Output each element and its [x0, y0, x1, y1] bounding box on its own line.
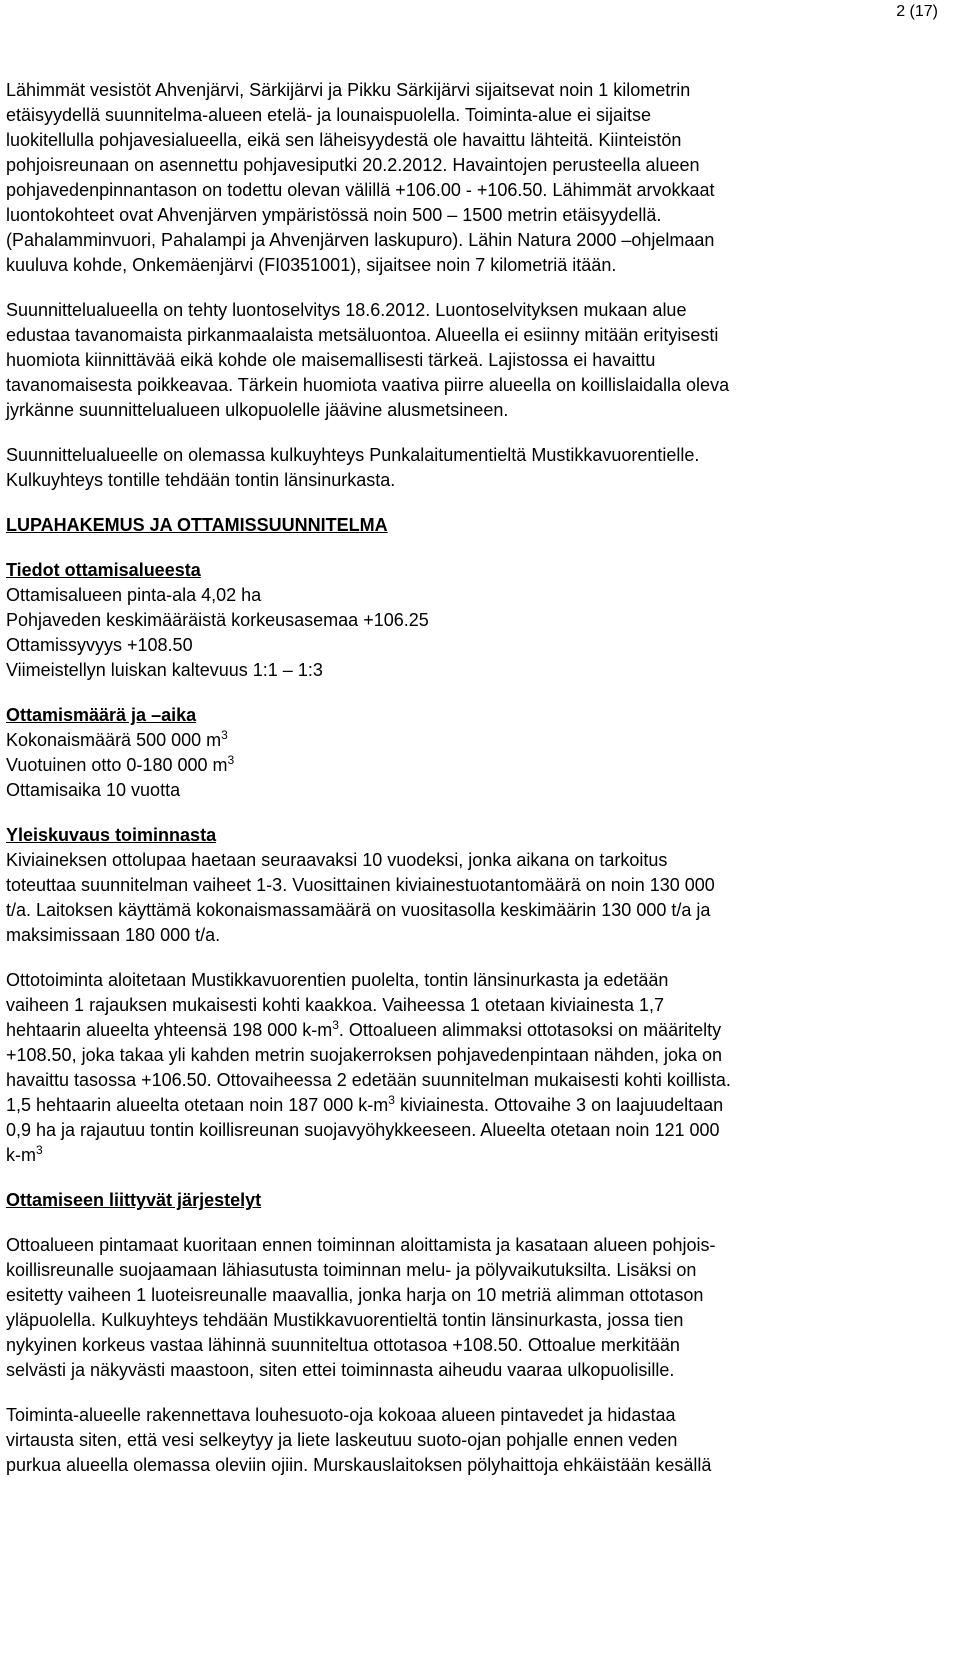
duration-line: Ottamisaika 10 vuotta: [6, 780, 181, 800]
superscript-3: 3: [227, 753, 235, 767]
extraction-text-3: kiviainesta. Ottovaihe 3 on laajuudeltaan 0,9 ha ja rajautuu tontin koillisreunan suojavyöhykkeeseen. Alueelta otetaan noin 121 000 k-m: [6, 1095, 724, 1165]
superscript-3: 3: [36, 1143, 43, 1157]
paragraph-extraction: [6, 968, 950, 1168]
section-overview: [6, 823, 950, 948]
superscript-3: 3: [221, 728, 228, 742]
section-area-info: [6, 558, 950, 683]
section-amount-time: [6, 703, 950, 803]
paragraph-nature-survey: Suunnittelualueella on tehty luontoselvitys 18.6.2012. Luontoselvityksen mukaan alue edustaa tavanomaista pirkanmaalaista metsäluontoa. Alueella ei esiinny mitään erityisesti huomiota kiinnittävää eikä kohde ole maisemallisesti tärkeä. Lajistossa ei havaittu tavanomaisesta poikkeavaa. Tärkein huomiota vaativa piirre alueella on koillislaidalla oleva jyrkänne suunnittelualueen ulkopuolelle jäävine alusmetsineen.: [6, 300, 730, 420]
extraction-text-2: . Ottoalueen alimmaksi ottotasoksi on määritelty +108.50, joka takaa yli kahden metrin suojakerroksen pohjavedenpintaan nähden, joka on havaittu tasossa +106.50. Ottovaiheessa 2 edetään suunnitelman mukaisesti kohti koillista. 1,5 hehtaarin alueelta otetaan noin 187 000 k-m: [6, 1020, 731, 1115]
total-amount-text: Kokonaismäärä 500 000 m: [6, 730, 222, 750]
slope-line: Viimeistellyn luiskan kaltevuus 1:1 – 1:3: [6, 660, 323, 680]
paragraph-drainage: Toiminta-alueelle rakennettava louhesuoto-oja kokoaa alueen pintavedet ja hidastaa virtausta siten, että vesi selkeytyy ja liete laskeutuu suoto-ojan pohjalle ennen veden purkua alueella olemassa oleviin ojiin. Murskauslaitoksen pölyhaittoja ehkäistään kesällä: [6, 1405, 712, 1475]
paragraph-access-road: Suunnittelualueelle on olemassa kulkuyhteys Punkalaitumentieltä Mustikkavuorentielle. Kulkuyhteys tontille tehdään tontin länsinurkasta.: [6, 445, 700, 490]
depth-line: Ottamissyvyys +108.50: [6, 635, 193, 655]
total-amount-line: [6, 728, 950, 753]
document-body: [6, 78, 950, 1498]
annual-amount-text: Vuotuinen otto 0-180 000 m: [6, 755, 228, 775]
extraction-text-1: Ottotoiminta aloitetaan Mustikkavuorentien puolelta, tontin länsinurkasta ja edetään vaiheen 1 rajauksen mukaisesti kohti kaakkoa. Vaiheessa 1 otetaan kiviainesta 1,7 hehtaarin alueelta yhteensä 198 000 k-m: [6, 970, 669, 1040]
section-title-arrangements: Ottamiseen liittyvät järjestelyt: [6, 1190, 262, 1210]
section-title-area-info: Tiedot ottamisalueesta: [6, 560, 201, 580]
page-number: 2 (17): [896, 3, 938, 20]
overview-text: Kiviaineksen ottolupaa haetaan seuraavaksi 10 vuodeksi, jonka aikana on tarkoitus toteuttaa suunnitelman vaiheet 1-3. Vuosittainen kiviainestuotantomäärä on noin 130 000 t/a. Laitoksen käyttämä kokonaismassamäärä on vuositasolla keskimäärin 130 000 t/a ja maksimissaan 180 000 t/a.: [6, 850, 715, 945]
paragraph-surroundings: Lähimmät vesistöt Ahvenjärvi, Särkijärvi ja Pikku Särkijärvi sijaitsevat noin 1 kilometrin etäisyydellä suunnitelma-alueen etelä- ja lounaispuolella. Toiminta-alue ei sijaitse luokitellulla pohjavesialueella, eikä sen läheisyydestä ole havaittu lähteitä. Kiinteistön pohjoisreunaan on asennettu pohjavesiputki 20.2.2012. Havaintojen perusteella alueen pohjavedenpinnantason on todettu olevan välillä +106.00 - +106.50. Lähimmät arvokkaat luontokohteet ovat Ahvenjärven ympäristössä noin 500 – 1500 metrin etäisyydellä. (Pahalamminvuori, Pahalampi ja Ahvenjärven laskupuro). Lähin Natura 2000 –ohjelmaan kuuluva kohde, Onkemäenjärvi (FI0351001), sijaitsee noin 7 kilometriä itään.: [6, 80, 715, 275]
superscript-3: 3: [388, 1093, 395, 1107]
section-title-amount-time: Ottamismäärä ja –aika: [6, 705, 197, 725]
main-heading: LUPAHAKEMUS JA OTTAMISSUUNNITELMA: [6, 515, 388, 535]
section-title-overview: Yleiskuvaus toiminnasta: [6, 825, 217, 845]
superscript-3: 3: [332, 1018, 339, 1032]
groundwater-line: Pohjaveden keskimääräistä korkeusasemaa +106.25: [6, 610, 429, 630]
area-line: Ottamisalueen pinta-ala 4,02 ha: [6, 585, 262, 605]
paragraph-arrangements: Ottoalueen pintamaat kuoritaan ennen toiminnan aloittamista ja kasataan alueen pohjois- koillisreunalle suojaamaan lähiasutusta toiminnan melu- ja pölyvaikutuksilta. Lisäksi on esitetty vaiheen 1 luoteisreunalle maavallia, jonka harja on 10 metriä alimman ottotason yläpuolella. Kulkuyhteys tehdään Mustikkavuorentieltä tontin länsinurkasta, jossa tien nykyinen korkeus vastaa lähinnä suunniteltua ottotasoa +108.50. Ottoalue merkitään selvästi ja näkyvästi maastoon, siten ettei toiminnasta aiheudu vaaraa ulkopuolisille.: [6, 1235, 716, 1380]
annual-amount-line: [6, 753, 950, 778]
